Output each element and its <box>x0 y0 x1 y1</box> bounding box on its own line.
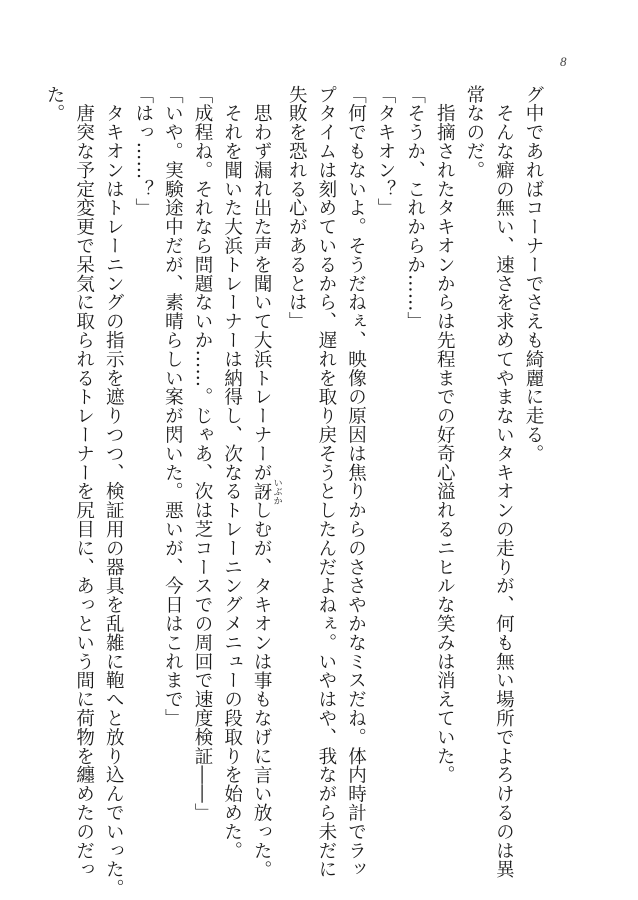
text-line: 常なのだ。 <box>463 85 485 180</box>
ruby-reading: いぶか <box>271 477 282 505</box>
vertical-text-body <box>44 85 548 898</box>
text-line: 「タキオン？」 <box>375 85 397 218</box>
text-line: それを聞いた大浜トレーナーは納得し、次なるトレーニングメニューの段取りを始めた。 <box>221 85 243 860</box>
text-segment: しむが、タキオンは事もなげに言い放った。 <box>251 500 273 879</box>
text-line: 「そうか、これからか……」 <box>404 85 426 331</box>
text-line: グ中であればコーナーでさえも綺麗に走る。 <box>523 85 544 463</box>
text-line: プタイムは刻めているから、遅れを取り戻そうとしたんだよねぇ。いやはや、我ながら未だに <box>315 85 337 879</box>
text-line: 「何でもないよ。そうだねぇ、映像の原因は焦りからのささやかなミスだね。体内時計でラッ <box>345 85 367 879</box>
text-line: た。 <box>44 85 65 123</box>
text-line: 「成程ね。それなら問題ないか……。じゃあ、次は芝コースでの周回で速度検証――」 <box>191 85 213 823</box>
text-line: 「いや。実験途中だが、素晴らしい案が閃いた。悪いが、今日はこれまで」 <box>162 85 184 728</box>
text-line: 指摘されたタキオンからは先程までの好奇心溢れるニヒルな笑みは消えていた。 <box>434 85 456 785</box>
text-line: 「はっ……？」 <box>132 85 154 218</box>
text-segment: 思わず漏れ出た声を聞いて大浜トレーナーが <box>251 85 273 482</box>
text-line: タキオンはトレーニングの指示を遮りつつ、検証用の器具を乱雑に鞄へと放り込んでいった。 <box>103 85 125 898</box>
ruby-annotation <box>251 477 282 505</box>
text-line-with-ruby <box>247 85 282 879</box>
page-number: 8 <box>560 54 567 69</box>
ruby-base: 訝 <box>251 477 273 505</box>
text-line: 唐突な予定変更で呆気に取られるトレーナーを尻目に、あっという間に荷物を纏めたのだっ <box>73 85 95 879</box>
text-line: そんな癖の無い、速さを求めてやまないタキオンの走りが、何も無い場所でよろけるのは異 <box>493 85 515 879</box>
text-line: 失敗を恐れる心があるとは」 <box>286 85 308 331</box>
